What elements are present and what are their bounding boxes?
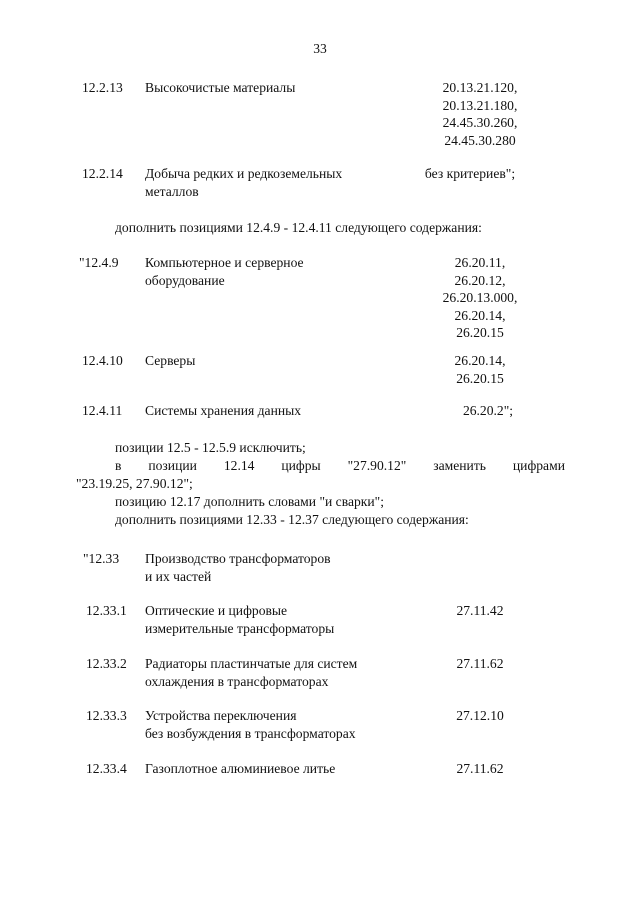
page-number: 33 [313,41,327,56]
position-number: 12.2.14 [82,166,123,181]
description-line: Оптические и цифровые [145,603,288,618]
instruction-paragraph-continuation: "23.19.25, 27.90.12"; [76,476,193,491]
description-line: Радиаторы пластинчатые для систем [145,656,358,671]
description-line: измерительные трансформаторы [145,620,335,636]
instruction-paragraph: позиции 12.5 - 12.5.9 исключить; [115,440,306,455]
instruction-paragraph: позицию 12.17 дополнить словами "и сварки"; [115,494,384,509]
description-line: Устройства переключения [145,708,297,723]
description-line: Добыча редких и редкоземельных [145,166,343,181]
position-codes [410,165,530,183]
position-codes [420,602,540,620]
code-line: 20.13.21.120, [442,80,518,95]
position-description [145,760,405,778]
word: 12.14 [223,458,255,473]
code-line: 26.20.15 [456,325,504,340]
position-codes [420,254,540,342]
description-line: Системы хранения данных [145,403,302,418]
position-codes [428,402,548,420]
word: цифры [281,458,321,473]
position-codes [420,655,540,673]
description-line: Серверы [145,353,196,368]
word: цифрами [512,458,565,473]
description-line: Высокочистые материалы [145,80,296,95]
position-number: 12.4.10 [82,353,123,368]
position-number: 12.4.11 [82,403,123,418]
instruction-paragraph: дополнить позициями 12.33 - 12.37 следующего содержания: [115,512,469,527]
code-line: без критериев"; [424,166,516,181]
word: заменить [433,458,486,473]
position-number: 12.33.3 [86,708,127,723]
position-description [145,352,405,370]
position-number: 12.33.1 [86,603,127,618]
code-line: 27.11.62 [456,656,504,671]
description-line: Производство трансформаторов [145,551,331,566]
position-number: 12.33.2 [86,656,127,671]
position-number: "12.33 [83,551,120,566]
position-number: "12.4.9 [79,255,119,270]
code-line: 24.45.30.280 [444,132,516,148]
code-line: 27.12.10 [456,708,504,723]
code-line: 27.11.62 [456,761,504,776]
code-line: 27.11.42 [456,603,504,618]
code-line: 26.20.15 [456,370,504,386]
position-description [145,655,405,690]
position-number: 12.33.4 [86,761,127,776]
position-description [145,79,405,97]
description-line: металлов [145,183,199,199]
description-line: и их частей [145,568,212,584]
position-description [145,165,405,200]
code-line: 26.20.11, [454,255,506,270]
code-line: 24.45.30.260, [442,115,518,130]
description-line: охлаждения в трансформаторах [145,673,329,689]
code-line: 26.20.14, [454,353,506,368]
code-line: 26.20.12, [454,272,506,288]
position-codes [420,707,540,725]
position-description [145,707,405,742]
word: позиции [148,458,197,473]
description-line: без возбуждения в трансформаторах [145,725,356,741]
position-codes [420,352,540,387]
instruction-paragraph [115,457,565,475]
description-line: Компьютерное и серверное [145,255,304,270]
code-line: 20.13.21.180, [442,97,518,113]
instruction-paragraph: дополнить позициями 12.4.9 - 12.4.11 следующего содержания: [115,220,482,235]
description-line: оборудование [145,272,225,288]
code-line: 26.20.14, [454,307,506,323]
word: в [115,458,122,473]
code-line: 26.20.2"; [462,403,514,418]
position-number: 12.2.13 [82,80,123,95]
position-description [145,402,405,420]
word: "27.90.12" [347,458,407,473]
position-description [145,254,405,289]
description-line: Газоплотное алюминиевое литье [145,761,336,776]
code-line: 26.20.13.000, [442,290,518,305]
position-codes [420,79,540,149]
position-codes [420,760,540,778]
position-description [145,550,405,585]
position-description [145,602,405,637]
